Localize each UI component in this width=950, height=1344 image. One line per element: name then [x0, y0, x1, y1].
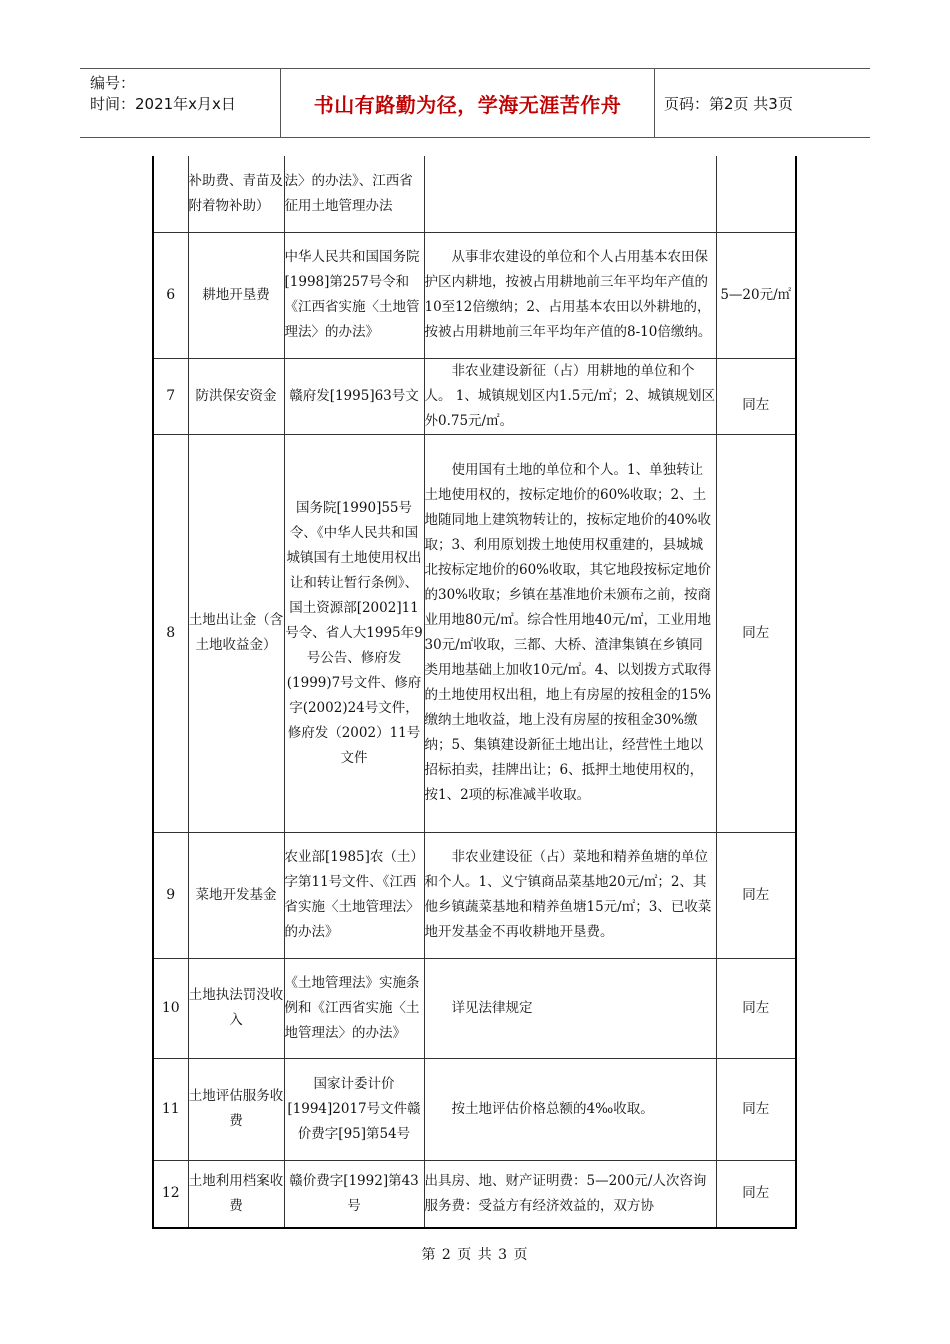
row-number: 7: [153, 358, 188, 434]
fee-description: 使用国有土地的单位和个人。1、单独转让土地使用权的，按标定地价的60%收取；2、土地随同地上建筑物转让的，按标定地价的40%收取；3、利用原划拨土地使用权重建的，县城城北按标定地价的60%收取，其它地段按标定地价的30%收取；乡镇在基准地价未颁布之前，按商业用地80元/㎡。综合性用地40元/㎡，工业用地30元/㎡收取，三都、大桥、渣津集镇在乡镇同类用地基础上加收10元/㎡。4、以划拨方式取得的土地使用权出租，地上有房屋的按租金的15%缴纳土地收益，地上没有房屋的按租金30%缴纳；5、集镇建设新征土地出让，经营性土地以招标拍卖，挂牌出让；6、抵押土地使用权的，按1、2项的标准减半收取。: [424, 434, 716, 832]
fee-description: 出具房、地、财产证明费：5—200元/人次咨询服务费：受益方有经济效益的，双方协: [424, 1160, 716, 1228]
fee-description: 非农业建设征（占）菜地和精养鱼塘的单位和个人。1、义宁镇商品菜基地20元/㎡；2、其他乡镇蔬菜基地和精养鱼塘15元/㎡；3、已收菜地开发基金不再收耕地开垦费。: [424, 832, 716, 958]
legal-basis: 中华人民共和国国务院[1998]第257号令和《江西省实施〈土地管理法〉的办法》: [284, 232, 424, 358]
fee-name: 土地利用档案收费: [188, 1160, 284, 1228]
row-number: 10: [153, 958, 188, 1058]
number-label: 编号：: [90, 74, 136, 92]
legal-basis: 农业部[1985]农（土）字第11号文件、《江西省实施〈土地管理法〉的办法》: [284, 832, 424, 958]
row-number: 8: [153, 434, 188, 832]
fee-description: 按土地评估价格总额的4‰收取。: [424, 1058, 716, 1160]
legal-basis: 《土地管理法》实施条例和《江西省实施〈土地管理法〉的办法》: [284, 958, 424, 1058]
fee-description: 详见法律规定: [424, 958, 716, 1058]
legal-basis: 法〉的办法》、江西省征用土地管理办法: [284, 156, 424, 232]
fee-name: 耕地开垦费: [188, 232, 284, 358]
fee-name: 防洪保安资金: [188, 358, 284, 434]
header-page-info: 页码：第2页 共3页: [664, 94, 793, 113]
table-row: [153, 958, 796, 1058]
table-row: [153, 156, 796, 232]
fee-name: 土地评估服务收费: [188, 1058, 284, 1160]
table-row: [153, 832, 796, 958]
table-row: [153, 1160, 796, 1228]
fee-standard: 同左: [716, 832, 796, 958]
legal-basis: 国务院[1990]55号令、《中华人民共和国城镇国有土地使用权出让和转让暂行条例》、国土资源部[2002]11号令、省人大1995年9号公告、修府发(1999)7号文件、修府字(2002)24号文件，修府发（2002）11号文件: [284, 434, 424, 832]
fee-description: [424, 156, 716, 232]
fee-standard: 同左: [716, 1058, 796, 1160]
fee-description: 从事非农建设的单位和个人占用基本农田保护区内耕地，按被占用耕地前三年平均年产值的10至12倍缴纳；2、占用基本农田以外耕地的，按被占用耕地前三年平均年产值的8-10倍缴纳。: [424, 232, 716, 358]
fee-standard: 同左: [716, 958, 796, 1058]
row-number: [153, 156, 188, 232]
fee-name: 土地出让金（含土地收益金）: [188, 434, 284, 832]
page-header: [80, 68, 870, 138]
legal-basis: 国家计委计价[1994]2017号文件赣价费字[95]第54号: [284, 1058, 424, 1160]
fee-name: 土地执法罚没收入: [188, 958, 284, 1058]
page-footer: 第 2 页 共 3 页: [421, 1247, 529, 1263]
row-number: 11: [153, 1058, 188, 1160]
row-number: 9: [153, 832, 188, 958]
time-label: 时间：2021年x月x日: [90, 95, 236, 113]
row-number: 12: [153, 1160, 188, 1228]
fee-standard: 同左: [716, 434, 796, 832]
table-row: [153, 358, 796, 434]
table-row: [153, 232, 796, 358]
fee-name: 补助费、青苗及附着物补助）: [188, 156, 284, 232]
fee-table: [152, 156, 797, 1229]
header-meta: [80, 69, 280, 137]
legal-basis: 赣价费字[1992]第43号: [284, 1160, 424, 1228]
table-row: [153, 434, 796, 832]
legal-basis: 赣府发[1995]63号文: [284, 358, 424, 434]
fee-name: 菜地开发基金: [188, 832, 284, 958]
row-number: 6: [153, 232, 188, 358]
fee-description: 非农业建设新征（占）用耕地的单位和个人。 1、城镇规划区内1.5元/㎡；2、城镇规划区外0.75元/㎡。: [424, 358, 716, 434]
fee-standard: 同左: [716, 1160, 796, 1228]
fee-standard: 5—20元/㎡: [716, 232, 796, 358]
fee-standard: [716, 156, 796, 232]
header-motto: 书山有路勤为径，学海无涯苦作舟: [280, 69, 655, 137]
table-row: [153, 1058, 796, 1160]
fee-standard: 同左: [716, 358, 796, 434]
